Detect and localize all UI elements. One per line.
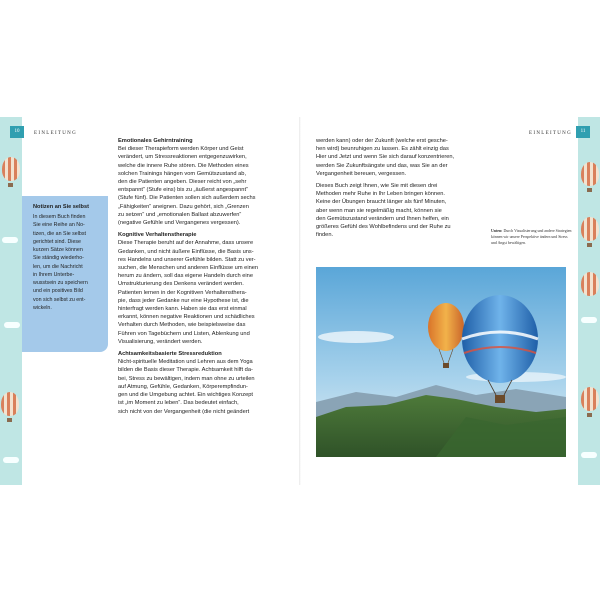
cloud-pattern-icon bbox=[581, 452, 597, 458]
sidebar-title: Notizen an Sie selbst bbox=[33, 204, 89, 210]
sidebar-body: In diesem Buch finden Sie eine Reihe an No- tizen, die an Sie selbst gerichtet sind. Diese kurzen Sätze können Sie ständig wiederho- len, um die Nachricht in Ihrem Unterbe- wusstsein zu speichern und ein positives Bild von sich selbst zu ent- wickeln. bbox=[33, 214, 88, 311]
balloon-basket-icon bbox=[7, 418, 12, 422]
left-running-head: EINLEITUNG bbox=[34, 131, 77, 136]
book-spine bbox=[299, 117, 301, 485]
book-spread bbox=[0, 117, 600, 485]
section-heading: Kognitive Verhaltenstherapie bbox=[118, 232, 197, 239]
balloon-pattern-icon bbox=[2, 157, 20, 181]
left-page-number: 10 bbox=[10, 126, 24, 138]
body-paragraph: Diese Therapie beruht auf der Annahme, dass unsere Gedanken, und nicht äußere Einflüsse, die Basis uns- res Handelns und unserer Gefühle bilden. Statt zu ver- suchen, die Menschen und anderen Einflüsse um einen herum zu ändern, soll das eigene Handeln durch eine Umstrukturierung des Denkens verändert werden. Patienten lernen in der Kognitiven Verhaltensthera- pie, dass jeder Gedanke nur eine Hypothese ist, die hinterfragt werden kann. Haben sie das erst einmal erkannt, können negative Reaktionen und schädliches Verhalten durch Methoden, wie beispielsweise das Führen von Tagebüchern und Listen, Ablenkung und Visualisierung, verändert werden. bbox=[118, 240, 259, 345]
balloon-pattern-icon bbox=[581, 162, 599, 186]
left-decorative-edge bbox=[0, 117, 22, 485]
balloon-basket-icon bbox=[587, 243, 592, 247]
balloon-pattern-icon bbox=[581, 217, 599, 241]
balloon-basket-icon bbox=[587, 188, 592, 192]
body-paragraph: Bei dieser Therapieform werden Körper und Geist verändert, um Stressreaktionen entgegenzuwirken, welche die innere Ruhe stören. Die Methoden eines solchen Trainings hängen vom Gemütszustand ab, den die Patienten angeben. Dieser reicht von „sehr entspannt“ (Stufe eins) bis zu „äußerst angespannt“ (Stufe fünf). Die Patienten sollen sich außerdem sechs „Fähigkeiten“ aneignen. Dazu gehört, sich „Grenzen zu setzen“ und „emotionalen Ballast abzuwerfen“ (negative Gefühle und Vergangenes vergessen). bbox=[118, 146, 256, 227]
hot-air-balloon-photo bbox=[316, 267, 566, 457]
balloon-pattern-icon bbox=[581, 272, 599, 296]
balloon-pattern-icon bbox=[1, 392, 19, 416]
balloon-pattern-icon bbox=[581, 387, 599, 411]
balloon-basket-icon bbox=[587, 413, 592, 417]
image-caption bbox=[491, 228, 573, 246]
orange-balloon bbox=[428, 303, 464, 351]
caption-text: Durch Visualisierung und andere Strategien können wir unsere Perspektive ändern und Stress und Angst bewältigen. bbox=[491, 229, 572, 245]
cloud-pattern-icon bbox=[2, 237, 18, 243]
notes-sidebar bbox=[22, 196, 108, 352]
balloon-basket bbox=[495, 395, 505, 403]
right-decorative-edge bbox=[578, 117, 600, 485]
cloud-pattern-icon bbox=[581, 317, 597, 323]
right-page-number: 11 bbox=[576, 126, 590, 138]
cloud-shape bbox=[318, 331, 394, 343]
body-paragraph: Nicht-spirituelle Meditation und Lehren aus dem Yoga bilden die Basis dieser Therapie. Achtsamkeit hilft da- bei, Stress zu bewältigen, indem man ohne zu urteilen auf Atmung, Gefühle, Gedanken, Körperempfindun- gen und die Umgebung achtet. Ein wichtiges Konzept ist „im Moment zu leben“. Das bedeutet einfach, sich nicht von der Vergangenheit (die nicht geändert bbox=[118, 359, 255, 415]
section-heading: Achtsamkeitsbasierte Stressreduktion bbox=[118, 351, 222, 358]
blue-balloon bbox=[462, 295, 538, 383]
body-paragraph: Dieses Buch zeigt Ihnen, wie Sie mit diesen drei Methoden mehr Ruhe in Ihr Leben bringen können. Keine der Übungen braucht länger als fünf Minuten, aber wenn man sie regelmäßig macht, können sie den Gemütszustand verändern und Ihnen helfen, ein größeres Gefühl des Wohlbefindens und der Ruhe zu finden. bbox=[316, 183, 451, 239]
caption-label: Unten: bbox=[491, 229, 503, 233]
right-text-column bbox=[316, 137, 484, 239]
cloud-pattern-icon bbox=[4, 322, 20, 328]
balloon-basket bbox=[443, 363, 449, 368]
section-heading: Emotionales Gehirntraining bbox=[118, 138, 193, 144]
body-paragraph: werden kann) oder der Zukunft (welche erst gesche- hen wird) beunruhigen zu lassen. Es zählt einzig das Hier und Jetzt und wenn Sie sich darauf konzentrieren, werden Sie Zukunftsängste und das, was Sie an der Vergangenheit bereuen, vergessen. bbox=[316, 138, 455, 177]
left-text-column bbox=[118, 137, 290, 416]
balloon-basket-icon bbox=[8, 183, 13, 187]
right-running-head: EINLEITUNG bbox=[529, 131, 572, 136]
cloud-pattern-icon bbox=[3, 457, 19, 463]
